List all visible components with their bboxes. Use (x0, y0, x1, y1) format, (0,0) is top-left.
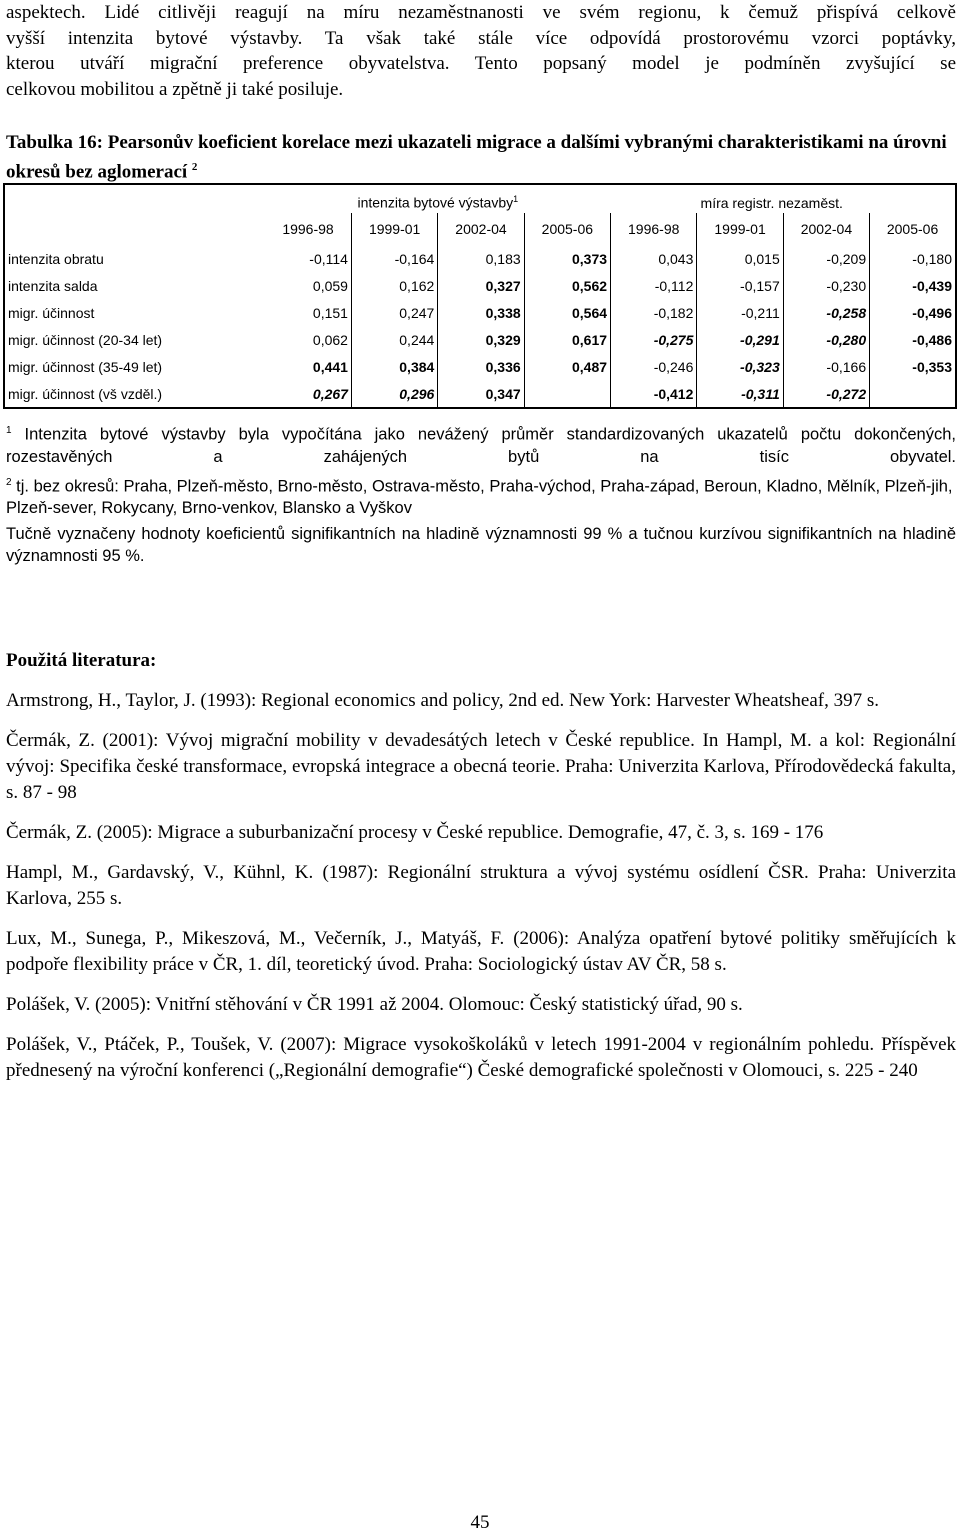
table-cell: -0,280 (783, 326, 869, 353)
table-caption-text: Tabulka 16: Pearsonův koeficient korelace mezi ukazateli migrace a dalšími vybranými charakteristikami na úrovni okresů bez aglomerací (6, 132, 947, 183)
table-cell: 0,244 (351, 326, 437, 353)
header-year: 2002-04 (783, 213, 869, 245)
table-cell: -0,486 (870, 326, 956, 353)
table-cell: 0,043 (611, 245, 697, 272)
header-year: 2002-04 (438, 213, 524, 245)
header-year: 2005-06 (524, 213, 610, 245)
table-cell: 0,487 (524, 353, 610, 380)
table-row (4, 353, 956, 380)
table-cell: 0,562 (524, 272, 610, 299)
header-empty-cell (4, 184, 265, 213)
correlation-table (3, 183, 957, 409)
table-cell: -0,114 (265, 245, 351, 272)
header-year: 1999-01 (351, 213, 437, 245)
reference-item: Čermák, Z. (2001): Vývoj migrační mobility v devadesátých letech v České republice. In Hampl, M. a kol: Regionální vývoj: Specifika české transformace, evropská integrace a obecná teorie. Praha: Univerzita Karlova, Přírodovědecká fakulta, s. 87 - 98 (6, 730, 956, 803)
intro-line: kterou utváří migrační preference obyvatelstva. Tento popsaný model je podmíněn zvyšující se (6, 53, 956, 74)
table-cell: -0,182 (611, 299, 697, 326)
table-cell: -0,112 (611, 272, 697, 299)
table-cell (870, 380, 956, 408)
table-cell: -0,412 (611, 380, 697, 408)
table-cell: 0,336 (438, 353, 524, 380)
note-1-text: Intenzita bytové výstavby byla vypočítána jako nevážený průměr standardizovaných ukazatelů počtu dokončených, rozestavěných a zahájených bytů na tisíc obyvatel. (6, 425, 956, 466)
table-row (4, 245, 956, 272)
table-cell: 0,617 (524, 326, 610, 353)
table-cell: -0,353 (870, 353, 956, 380)
table-notes (6, 420, 956, 567)
table-cell: -0,209 (783, 245, 869, 272)
table-cell: -0,246 (611, 353, 697, 380)
table-row (4, 299, 956, 326)
table-cell: 0,151 (265, 299, 351, 326)
note-1 (6, 420, 956, 468)
note-3: Tučně vyznačeny hodnoty koeficientů signifikantních na hladině významnosti 99 % a tučnou kurzívou signifikantních na hladině významnosti 95 %. (6, 525, 956, 565)
row-label: migr. účinnost (4, 299, 265, 326)
table-header-years (4, 213, 956, 245)
table-cell: 0,183 (438, 245, 524, 272)
row-label: migr. účinnost (35-49 let) (4, 353, 265, 380)
intro-line: vyšší intenzita bytové výstavby. Ta však také stále více odpovídá prostorovému vzorci poptávky, (6, 27, 956, 49)
table-cell: 0,247 (351, 299, 437, 326)
row-label: migr. účinnost (vš vzděl.) (4, 380, 265, 408)
table-cell: -0,166 (783, 353, 869, 380)
header-group-unemployment (611, 184, 956, 213)
header-year: 1999-01 (697, 213, 783, 245)
table-cell: 0,338 (438, 299, 524, 326)
table-cell: 0,059 (265, 272, 351, 299)
table-cell: -0,230 (783, 272, 869, 299)
intro-line: celkovou mobilitou a zpětně ji také posiluje. (6, 78, 344, 100)
table-header-groups (4, 184, 956, 213)
note-2-sup: 2 (6, 476, 12, 488)
note-1-sup: 1 (6, 425, 12, 436)
header-year: 1996-98 (611, 213, 697, 245)
note-2 (6, 472, 956, 520)
table-cell: 0,373 (524, 245, 610, 272)
table-cell: -0,291 (697, 326, 783, 353)
note-2-text: tj. bez okresů: Praha, Plzeň-město, Brno-město, Ostrava-město, Praha-východ, Praha-západ, Beroun, Kladno, Mělník, Plzeň-jih, Plzeň-sever, Rokycany, Brno-venkov, Blansko a Vyškov (6, 477, 953, 517)
header-year: 1996-98 (265, 213, 351, 245)
row-label: migr. účinnost (20-34 let) (4, 326, 265, 353)
table-row (4, 380, 956, 408)
table-cell: 0,441 (265, 353, 351, 380)
header-group-housing-sup: 1 (513, 194, 519, 205)
reference-item: Polášek, V., Ptáček, P., Toušek, V. (2007): Migrace vysokoškoláků v letech 1991-2004 v regionálním pohledu. Příspěvek přednesený na výroční konferenci („Regionální demografie“) České demografické společnosti v Olomouci, s. 225 - 240 (6, 1034, 956, 1081)
table-cell: -0,275 (611, 326, 697, 353)
reference-item: Lux, M., Sunega, P., Mikeszová, M., Večerník, J., Matyáš, F. (2006): Analýza opatření bytové politiky směřujících k podpoře flexibility práce v ČR, 1. díl, teoretický úvod. Praha: Sociologický ústav AV ČR, 58 s. (6, 928, 956, 975)
table-cell: 0,267 (265, 380, 351, 408)
table-cell: -0,211 (697, 299, 783, 326)
table-cell: -0,180 (870, 245, 956, 272)
reference-item: Čermák, Z. (2005): Migrace a suburbanizační procesy v České republice. Demografie, 47, č. 3, s. 169 - 176 (6, 822, 824, 843)
header-year: 2005-06 (870, 213, 956, 245)
header-group-housing (265, 184, 610, 213)
table-cell: 0,347 (438, 380, 524, 408)
reference-item: Polášek, V. (2005): Vnitřní stěhování v ČR 1991 až 2004. Olomouc: Český statistický úřad, 90 s. (6, 994, 743, 1015)
table-cell: -0,258 (783, 299, 869, 326)
table-cell: 0,062 (265, 326, 351, 353)
table-row (4, 326, 956, 353)
table-cell: -0,164 (351, 245, 437, 272)
table-caption (6, 130, 956, 184)
table-cell: 0,564 (524, 299, 610, 326)
table-cell: -0,272 (783, 380, 869, 408)
reference-list (6, 688, 956, 1098)
table-cell: 0,162 (351, 272, 437, 299)
table-cell: 0,384 (351, 353, 437, 380)
table-row (4, 272, 956, 299)
table-cell: -0,157 (697, 272, 783, 299)
reference-item: Hampl, M., Gardavský, V., Kühnl, K. (1987): Regionální struktura a vývoj systému osídlení ČSR. Praha: Univerzita Karlova, 255 s. (6, 862, 956, 909)
literature-title: Použitá literatura: (6, 650, 157, 671)
page-number: 45 (470, 1512, 490, 1533)
table-cell: -0,311 (697, 380, 783, 408)
row-label: intenzita obratu (4, 245, 265, 272)
header-group-housing-label: intenzita bytové výstavby (357, 195, 514, 211)
intro-paragraph (6, 0, 956, 102)
table-caption-sup: 2 (191, 161, 198, 173)
table-cell: 0,327 (438, 272, 524, 299)
table-cell (524, 380, 610, 408)
table-cell: -0,323 (697, 353, 783, 380)
table-cell: 0,015 (697, 245, 783, 272)
row-label: intenzita salda (4, 272, 265, 299)
table-cell: -0,439 (870, 272, 956, 299)
header-group-unemployment-label: míra registr. nezaměst. (700, 195, 843, 211)
table-cell: -0,496 (870, 299, 956, 326)
table-cell: 0,329 (438, 326, 524, 353)
reference-item: Armstrong, H., Taylor, J. (1993): Regional economics and policy, 2nd ed. New York: Harvester Wheatsheaf, 397 s. (6, 690, 879, 711)
table-cell: 0,296 (351, 380, 437, 408)
header-empty-cell (4, 213, 265, 245)
intro-line: aspektech. Lidé citlivěji reagují na míru nezaměstnanosti ve svém regionu, k čemuž přispívá celkově (6, 2, 956, 23)
